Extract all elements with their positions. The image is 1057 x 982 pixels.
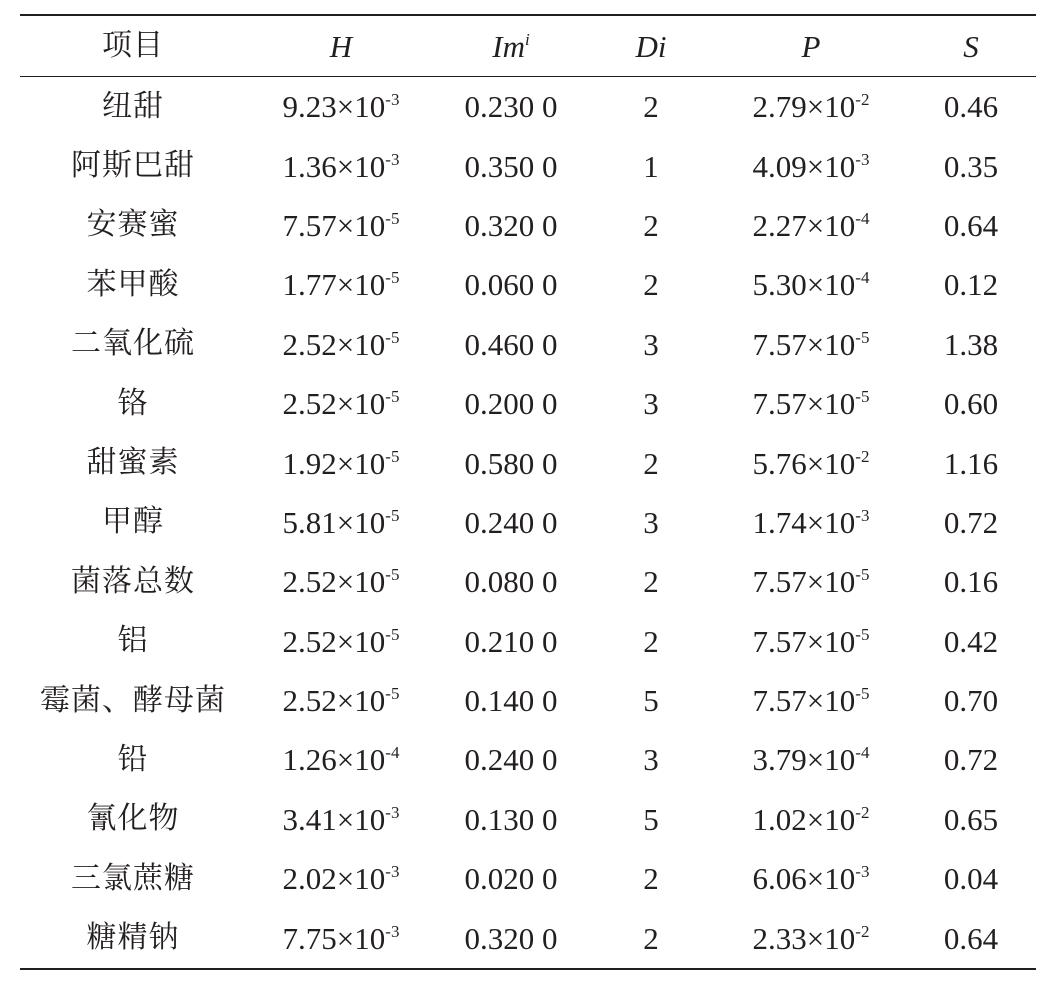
cell-s: 0.60	[943, 386, 999, 422]
table-row	[20, 255, 1036, 314]
cell-di: 3	[643, 386, 659, 422]
cell-h-exp: -5	[385, 327, 400, 347]
cell-s: 1.38	[943, 326, 999, 362]
cell-s: 0.64	[943, 207, 999, 243]
cell-p-base: 3.79×10	[752, 742, 856, 778]
cell-h	[246, 433, 436, 492]
cell-p-base: 7.57×10	[752, 683, 856, 719]
cell-item: 铝	[117, 623, 149, 659]
cell-h-base: 7.75×10	[282, 920, 386, 956]
cell-p-base: 5.30×10	[752, 267, 856, 303]
cell-item: 菌落总数	[71, 563, 195, 599]
cell-p	[716, 136, 906, 195]
cell-p-exp: -3	[855, 149, 870, 169]
cell-di: 2	[643, 445, 659, 481]
cell-h-exp: -5	[385, 446, 400, 466]
cell-p-base: 2.33×10	[752, 920, 856, 956]
cell-im: 0.580 0	[464, 445, 558, 481]
cell-s: 0.12	[943, 267, 999, 303]
cell-im: 0.140 0	[464, 683, 558, 719]
cell-p	[716, 433, 906, 492]
cell-p-base: 1.74×10	[752, 504, 856, 540]
cell-im: 0.200 0	[464, 386, 558, 422]
cell-di: 2	[643, 920, 659, 956]
cell-p-base: 2.27×10	[752, 207, 856, 243]
cell-h-exp: -4	[385, 743, 400, 763]
cell-item: 纽甜	[102, 88, 164, 124]
cell-im: 0.240 0	[464, 504, 558, 540]
cell-h-base: 2.52×10	[282, 326, 386, 362]
cell-h	[246, 315, 436, 374]
cell-h	[246, 493, 436, 552]
cell-s: 0.42	[943, 623, 999, 659]
table-row	[20, 433, 1036, 492]
cell-item: 阿斯巴甜	[71, 148, 195, 184]
cell-p-exp: -5	[855, 327, 870, 347]
cell-p-exp: -5	[855, 387, 870, 407]
cell-di: 2	[643, 623, 659, 659]
cell-h-exp: -3	[385, 149, 400, 169]
cell-item: 甲醇	[102, 504, 164, 540]
cell-s: 0.35	[943, 148, 999, 184]
cell-s: 1.16	[943, 445, 999, 481]
header-s: S	[963, 28, 979, 64]
cell-p	[716, 730, 906, 789]
table-row	[20, 196, 1036, 255]
cell-p-exp: -5	[855, 624, 870, 644]
cell-p	[716, 493, 906, 552]
cell-h	[246, 908, 436, 968]
cell-s: 0.70	[943, 683, 999, 719]
cell-p	[716, 908, 906, 968]
cell-h-base: 9.23×10	[282, 89, 386, 125]
cell-p-exp: -4	[855, 208, 870, 228]
header-p: P	[801, 28, 821, 64]
cell-h	[246, 790, 436, 849]
cell-h-base: 1.92×10	[282, 445, 386, 481]
cell-h-exp: -5	[385, 208, 400, 228]
cell-di: 3	[643, 742, 659, 778]
cell-p	[716, 552, 906, 611]
cell-s: 0.72	[943, 742, 999, 778]
header-di: Di	[635, 28, 667, 64]
cell-p	[716, 374, 906, 433]
cell-h	[246, 849, 436, 908]
header-im-base: Im	[492, 28, 525, 64]
cell-p-base: 4.09×10	[752, 148, 856, 184]
cell-item: 糖精钠	[86, 920, 180, 956]
cell-p-exp: -2	[855, 90, 870, 110]
header-im	[436, 15, 586, 77]
cell-item: 甜蜜素	[86, 445, 180, 481]
cell-im: 0.020 0	[464, 861, 558, 897]
cell-di: 2	[643, 267, 659, 303]
cell-item: 铬	[117, 385, 149, 421]
cell-im: 0.060 0	[464, 267, 558, 303]
cell-h-base: 5.81×10	[282, 504, 386, 540]
cell-h-exp: -5	[385, 387, 400, 407]
cell-item: 氰化物	[86, 801, 180, 837]
cell-di: 2	[643, 564, 659, 600]
header-item: 项目	[102, 28, 164, 63]
cell-item: 三氯蔗糖	[71, 860, 195, 896]
cell-h-exp: -5	[385, 268, 400, 288]
table-row	[20, 374, 1036, 433]
cell-h-base: 1.26×10	[282, 742, 386, 778]
cell-im: 0.460 0	[464, 326, 558, 362]
cell-p	[716, 315, 906, 374]
cell-h-exp: -5	[385, 684, 400, 704]
cell-im: 0.210 0	[464, 623, 558, 659]
cell-item: 铅	[117, 741, 149, 777]
cell-di: 3	[643, 326, 659, 362]
cell-s: 0.46	[943, 89, 999, 125]
table-row	[20, 908, 1036, 968]
cell-h-base: 1.77×10	[282, 267, 386, 303]
cell-h	[246, 374, 436, 433]
header-h: H	[329, 28, 353, 64]
cell-h	[246, 255, 436, 314]
cell-di: 5	[643, 801, 659, 837]
cell-im: 0.350 0	[464, 148, 558, 184]
cell-h-base: 1.36×10	[282, 148, 386, 184]
cell-p-exp: -5	[855, 684, 870, 704]
table-row	[20, 552, 1036, 611]
cell-h	[246, 612, 436, 671]
cell-im: 0.130 0	[464, 801, 558, 837]
table-body	[20, 77, 1036, 969]
table-row	[20, 849, 1036, 908]
cell-p	[716, 255, 906, 314]
cell-s: 0.64	[943, 920, 999, 956]
cell-p	[716, 612, 906, 671]
cell-p-base: 7.57×10	[752, 564, 856, 600]
cell-h-base: 2.52×10	[282, 386, 386, 422]
cell-h-base: 2.52×10	[282, 683, 386, 719]
cell-p	[716, 77, 906, 137]
cell-h	[246, 136, 436, 195]
cell-h-exp: -5	[385, 624, 400, 644]
table-row	[20, 136, 1036, 195]
cell-h-exp: -3	[385, 90, 400, 110]
cell-p-base: 5.76×10	[752, 445, 856, 481]
table-row	[20, 612, 1036, 671]
cell-h-exp: -5	[385, 505, 400, 525]
cell-im: 0.240 0	[464, 742, 558, 778]
cell-p-exp: -2	[855, 802, 870, 822]
cell-p-base: 1.02×10	[752, 801, 856, 837]
cell-di: 2	[643, 89, 659, 125]
data-table	[20, 14, 1036, 970]
table-row	[20, 790, 1036, 849]
cell-di: 2	[643, 207, 659, 243]
table-row	[20, 493, 1036, 552]
cell-h-base: 7.57×10	[282, 207, 386, 243]
table-row	[20, 77, 1036, 137]
cell-im: 0.320 0	[464, 920, 558, 956]
cell-item: 安赛蜜	[86, 207, 180, 243]
cell-di: 2	[643, 861, 659, 897]
cell-p-base: 7.57×10	[752, 326, 856, 362]
cell-p-base: 7.57×10	[752, 623, 856, 659]
cell-im: 0.080 0	[464, 564, 558, 600]
cell-p-exp: -2	[855, 921, 870, 941]
cell-h	[246, 730, 436, 789]
cell-h	[246, 552, 436, 611]
cell-h-base: 2.02×10	[282, 861, 386, 897]
table-row	[20, 671, 1036, 730]
cell-p	[716, 790, 906, 849]
cell-p-exp: -4	[855, 743, 870, 763]
cell-p-exp: -3	[855, 862, 870, 882]
cell-item: 霉菌、酵母菌	[40, 682, 226, 718]
cell-h-exp: -3	[385, 921, 400, 941]
table-header	[20, 15, 1036, 77]
cell-p	[716, 849, 906, 908]
cell-p-base: 6.06×10	[752, 861, 856, 897]
cell-h-exp: -3	[385, 862, 400, 882]
table-row	[20, 315, 1036, 374]
cell-h-base: 2.52×10	[282, 623, 386, 659]
cell-p-exp: -5	[855, 565, 870, 585]
cell-p	[716, 196, 906, 255]
cell-p	[716, 671, 906, 730]
data-table-container	[20, 14, 1036, 970]
cell-p-exp: -4	[855, 268, 870, 288]
cell-di: 3	[643, 504, 659, 540]
cell-p-base: 7.57×10	[752, 386, 856, 422]
cell-p-exp: -2	[855, 446, 870, 466]
cell-s: 0.16	[943, 564, 999, 600]
cell-im: 0.230 0	[464, 89, 558, 125]
cell-di: 5	[643, 683, 659, 719]
header-row	[20, 15, 1036, 77]
cell-im: 0.320 0	[464, 207, 558, 243]
cell-item: 苯甲酸	[86, 266, 180, 302]
cell-h-exp: -3	[385, 802, 400, 822]
cell-p-exp: -3	[855, 505, 870, 525]
table-row	[20, 730, 1036, 789]
cell-h	[246, 196, 436, 255]
cell-s: 0.65	[943, 801, 999, 837]
cell-h-exp: -5	[385, 565, 400, 585]
cell-h-base: 3.41×10	[282, 801, 386, 837]
cell-h	[246, 671, 436, 730]
cell-item: 二氧化硫	[71, 326, 195, 362]
cell-di: 1	[643, 148, 659, 184]
cell-h	[246, 77, 436, 137]
header-im-sup: i	[524, 29, 530, 49]
cell-s: 0.72	[943, 504, 999, 540]
cell-p-base: 2.79×10	[752, 89, 856, 125]
cell-h-base: 2.52×10	[282, 564, 386, 600]
cell-s: 0.04	[943, 861, 999, 897]
